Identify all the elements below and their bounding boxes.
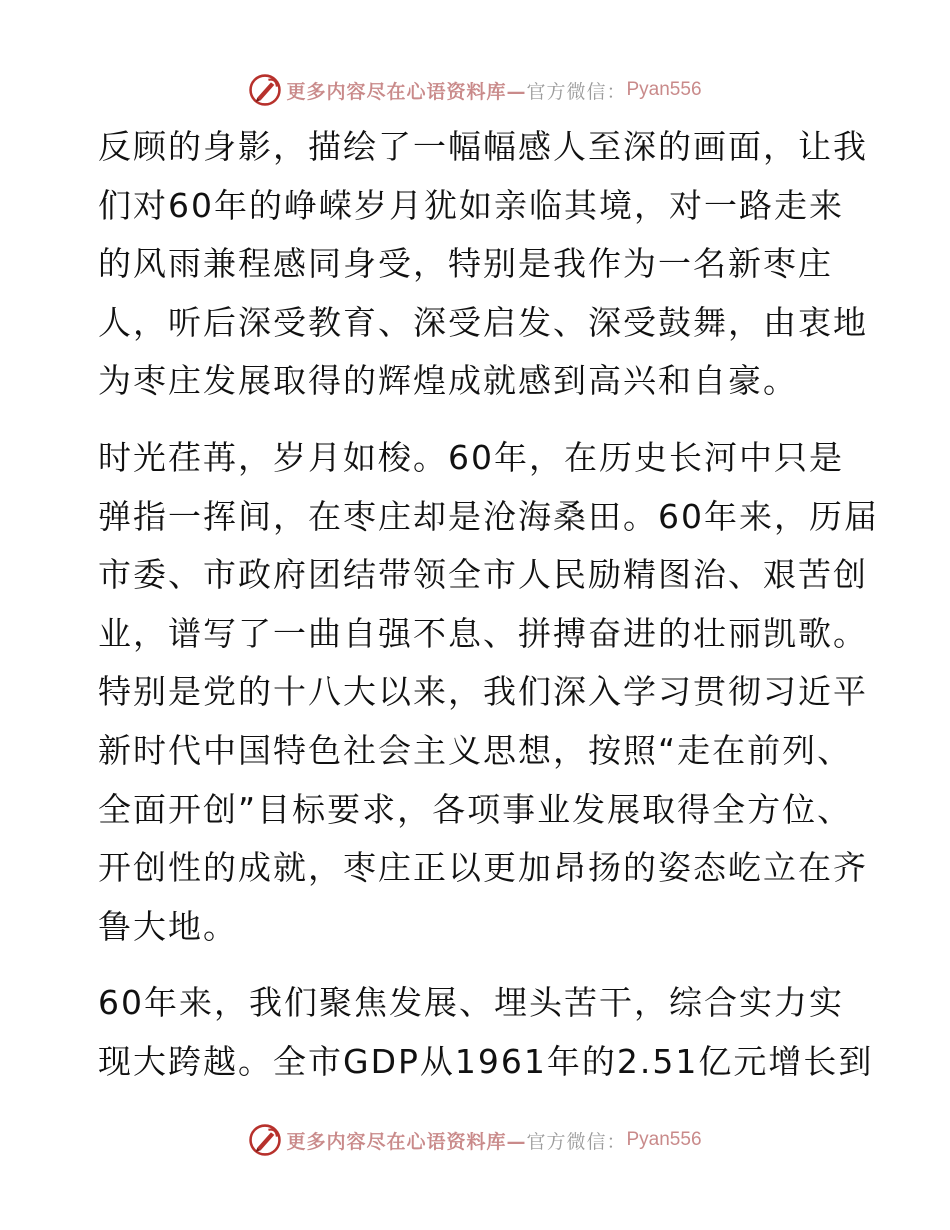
footer-watermark-banner — [0, 1120, 950, 1160]
pen-seal-logo-icon — [248, 73, 282, 107]
text-line: 新时代中国特色社会主义思想，按照“走在前列、 — [98, 730, 853, 770]
pen-seal-logo-icon — [248, 1123, 282, 1157]
text-line: 们对60年的峥嵘岁月犹如亲临其境，对一路走来 — [98, 185, 844, 225]
text-line: 开创性的成就，枣庄正以更加昂扬的姿态屹立在齐 — [98, 848, 868, 888]
text-line: 市委、市政府团结带领全市人民励精图治、艰苦创 — [98, 555, 868, 595]
watermark-wechat-id: Pyan556 — [626, 1129, 702, 1150]
paragraph — [98, 429, 879, 956]
text-line: 的风雨兼程感同身受，特别是我作为一名新枣庄 — [98, 244, 833, 284]
header-watermark-banner — [0, 70, 950, 110]
watermark-text: 更多内容尽在心语资料库— — [286, 1130, 527, 1153]
watermark-text: 更多内容尽在心语资料库— — [286, 80, 527, 103]
text-line: 为枣庄发展取得的辉煌成就感到高兴和自豪。 — [98, 361, 798, 401]
paragraph — [98, 118, 868, 411]
text-line: 时光荏苒，岁月如梭。60年，在历史长河中只是 — [98, 437, 844, 477]
watermark-wechat-label: 官方微信： — [526, 80, 627, 103]
text-line: 特别是党的十八大以来，我们深入学习贯彻习近平 — [98, 672, 868, 712]
document-body — [98, 118, 879, 1092]
text-line: 业，谱写了一曲自强不息、拼搏奋进的壮丽凯歌。 — [98, 613, 868, 653]
text-line: 弹指一挥间，在枣庄却是沧海桑田。60年来，历届 — [98, 496, 879, 536]
text-line: 人，听后深受教育、深受启发、深受鼓舞，由衷地 — [98, 302, 868, 342]
watermark-wechat-label: 官方微信： — [526, 1130, 627, 1153]
text-line: 60年来，我们聚焦发展、埋头苦干，综合实力实 — [98, 983, 844, 1023]
watermark-wechat-id: Pyan556 — [626, 79, 702, 100]
text-line: 反顾的身影，描绘了一幅幅感人至深的画面，让我 — [98, 127, 868, 166]
text-line: 现大跨越。全市GDP从1961年的2.51亿元增长到 — [98, 1041, 874, 1081]
text-line: 鲁大地。 — [98, 906, 238, 946]
text-line: 全面开创”目标要求，各项事业发展取得全方位、 — [98, 789, 853, 829]
paragraph — [98, 974, 874, 1091]
